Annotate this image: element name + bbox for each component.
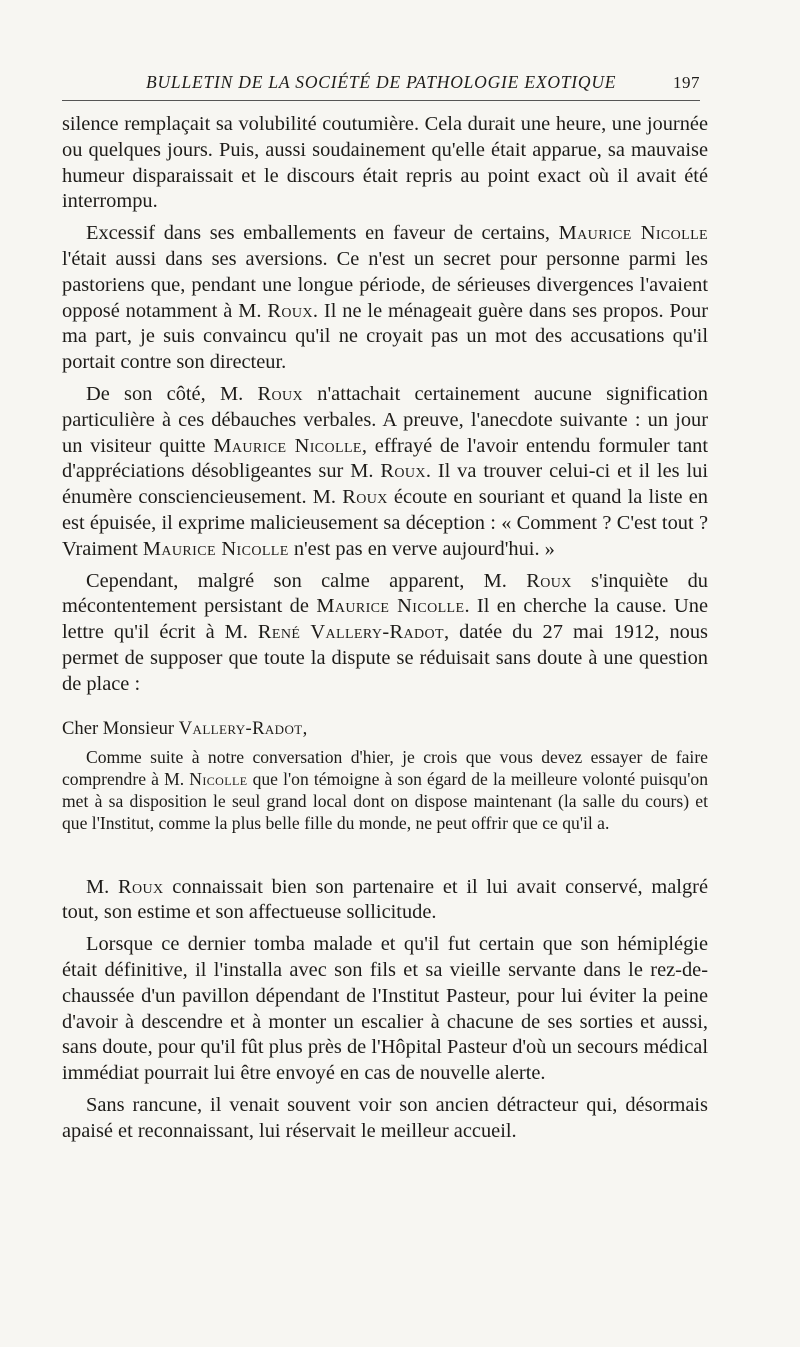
name-roux: Roux <box>117 875 164 898</box>
name-roux: Roux <box>526 569 572 592</box>
name-maurice-nicolle: Maurice Nicolle <box>213 434 362 457</box>
p2-text-a: Excessif dans ses emballements en faveur de certains, <box>86 222 559 245</box>
name-maurice-nicolle: Maurice Nicolle <box>316 595 465 618</box>
name-maurice-nicolle: Maurice Nicolle <box>142 537 289 560</box>
salutation-text-b: , <box>302 717 308 739</box>
paragraph-3 <box>62 382 708 563</box>
name-roux: Roux <box>267 299 313 322</box>
header-rule <box>62 100 700 101</box>
paragraph-2 <box>62 221 708 376</box>
p3-text-e: écoute en souriant et quand la liste en est épuisée, il exprime malicieusement sa déception : « Comment ? C'est tout ? Vraiment <box>62 486 708 560</box>
name-rene-vallery-radot: René Vallery-Radot <box>257 621 444 644</box>
running-head: BULLETIN DE LA SOCIÉTÉ DE PATHOLOGIE EXOTIQUE <box>146 72 617 92</box>
letter-text-b: que l'on témoigne à son égard de la meilleure volonté puisqu'on met à sa disposition le seul grand local dont on dispose maintenant (la salle du cours) et que l'Institut, comme la plus belle fille du monde, ne peut offrir que ce qu'il a. <box>62 768 708 834</box>
paragraph-6: Lorsque ce dernier tomba malade et qu'il fut certain que son hémiplégie était définitive, il l'installa avec son fils et sa vieille servante dans le rez-de-chaussée d'un pavillon dépendant de l'Institut Pasteur, pour lui éviter la peine d'avoir à descendre et à monter un escalier à chacune de ses sorties et aussi, sans doute, pour qu'il fût plus près de l'Hôpital Pasteur d'où un secours médical immédiat pourrait lui être envoyé en cas de nouvelle alerte. <box>62 933 708 1085</box>
section-gap <box>62 841 708 875</box>
p3-text-c: , effrayé de l'avoir entendu formuler tant d'appréciations désobligeantes sur M. <box>62 434 708 483</box>
p5-text-a: M. <box>86 875 118 898</box>
letter-salutation <box>62 718 708 740</box>
p2-text-b: l'était aussi dans ses aversions. Ce n'est un secret pour personne parmi les pastoriens que, pendant une longue période, de sérieuses divergences l'avaient opposé notamment à M. <box>62 247 708 322</box>
quoted-letter <box>62 718 708 835</box>
paragraph-7: Sans rancune, il venait souvent voir son ancien détracteur qui, désormais apaisé et reconnaissant, lui réservait le meilleur accueil. <box>62 1093 708 1142</box>
p4-text-a: Cependant, malgré son calme apparent, M. <box>86 569 527 592</box>
p5-text-b: connaissait bien son partenaire et il lui avait conservé, malgré tout, son estime et son affectueuse sollicitude. <box>62 875 708 924</box>
paragraph-4 <box>62 569 708 698</box>
paragraph-1: silence remplaçait sa volubilité coutumière. Cela durait une heure, une journée ou quelques jours. Puis, aussi soudainement qu'elle était apparue, sa mauvaise humeur disparaissait et le discours était repris au point exact où il avait été interrompu. <box>62 113 708 213</box>
name-roux: Roux <box>380 460 426 483</box>
p3-text-a: De son côté, M. <box>86 382 258 405</box>
p3-text-d: . Il va trouver celui-ci et il les lui énumère consciencieusement. M. <box>62 460 708 509</box>
p3-text-f: n'est pas en verve aujourd'hui. » <box>288 537 555 560</box>
salutation-text-a: Cher Monsieur <box>62 717 179 739</box>
paragraph-5 <box>62 875 708 927</box>
name-vallery-radot: Vallery-Radot <box>178 717 303 739</box>
name-roux: Roux <box>257 382 304 405</box>
letter-text-a: Comme suite à notre conversation d'hier, je crois que vous devez essayer de faire comprendre à M. <box>62 746 708 789</box>
page-number: 197 <box>673 73 700 92</box>
name-maurice-nicolle: Maurice Nicolle <box>558 222 708 245</box>
p2-text-c: . Il ne le ménageait guère dans ses propos. Pour ma part, je suis convaincu qu'il ne croyait pas un mot des accusations qu'il portait contre son directeur. <box>62 299 708 374</box>
name-roux: Roux <box>342 486 388 509</box>
p3-text-b: n'attachait certainement aucune signification particulière à ces débauches verbales. A preuve, l'anecdote suivante : un jour un visiteur quitte <box>62 382 709 457</box>
p4-text-d: , datée du 27 mai 1912, nous permet de supposer que toute la dispute se réduisait sans doute à une question de place : <box>62 621 708 695</box>
name-nicolle: Nicolle <box>189 768 248 789</box>
page-header <box>62 70 702 100</box>
p4-text-c: . Il en cherche la cause. Une lettre qu'il écrit à M. <box>62 595 708 644</box>
letter-body <box>62 746 708 835</box>
p4-text-b: s'inquiète du mécontentement persistant de <box>62 569 708 618</box>
body-text <box>62 112 708 1151</box>
